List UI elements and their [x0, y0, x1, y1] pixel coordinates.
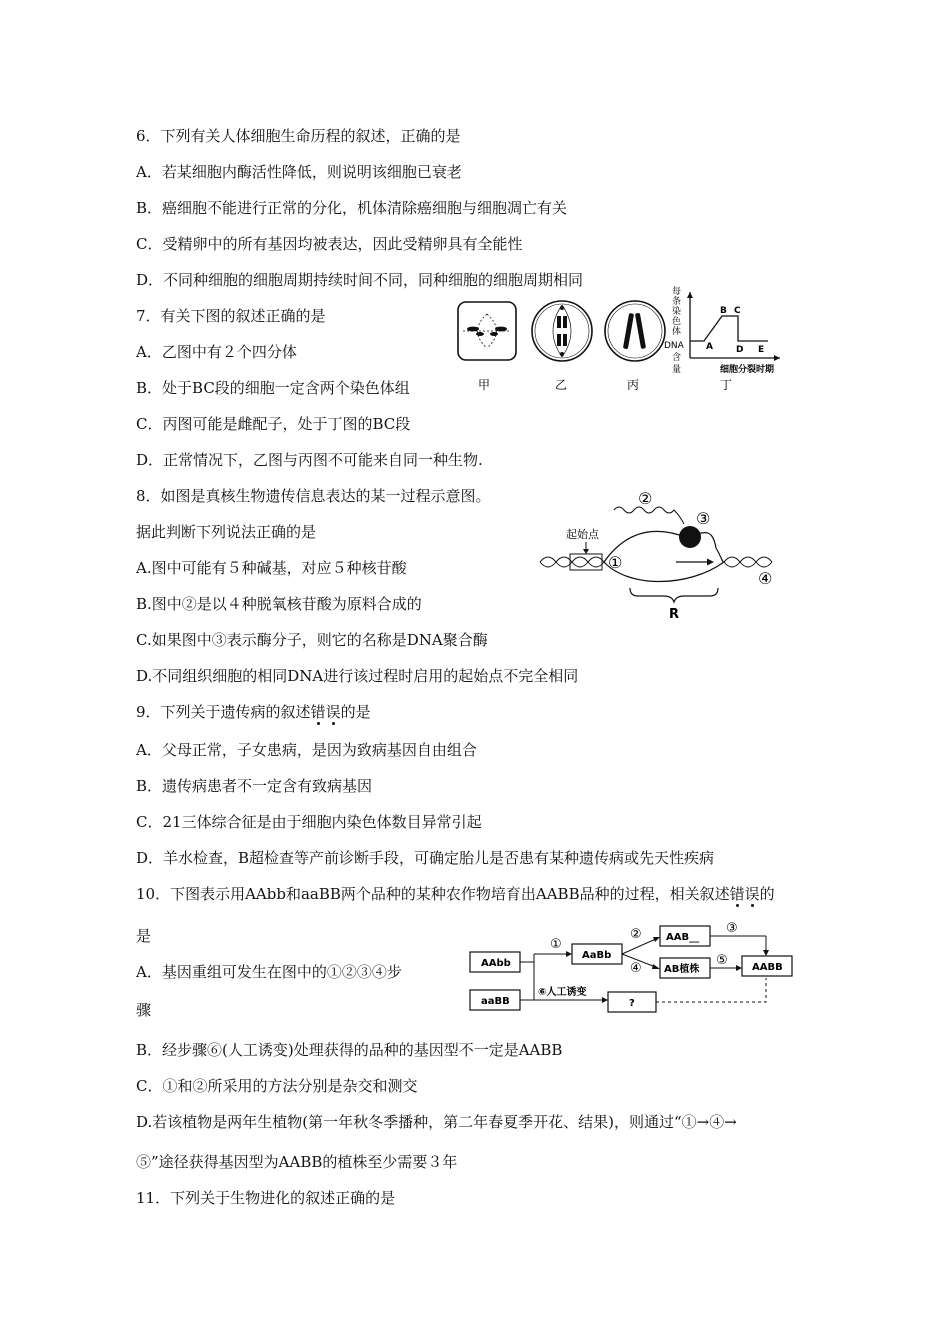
direction-arrowhead — [707, 559, 714, 566]
step-5-label: ⑤ — [716, 953, 728, 968]
ylabel-1: 每 — [672, 287, 682, 297]
q10-option-d-line1: D.若该植物是两年生植物(第一年秋冬季播种，第二年春夏季开花、结果)，则通过“①→④→ — [136, 1113, 737, 1131]
figure-label-ding: 丁 — [720, 378, 733, 392]
q8-option-a: A.图中可能有５种碱基，对应５种核苷酸 — [136, 559, 407, 577]
y-axis-arrow — [687, 292, 693, 298]
q8-stem-line2: 据此判断下列说法正确的是 — [136, 523, 317, 541]
start-point-box — [570, 554, 602, 570]
arrowhead-step-3 — [763, 950, 769, 956]
q7-stem: 7．有关下图的叙述正确的是 — [136, 307, 326, 325]
q8-option-c: C.如果图中③表示酶分子，则它的名称是DNA聚合酶 — [136, 631, 488, 649]
box-unknown-label: ? — [629, 998, 635, 1009]
cell-jia-diagram — [458, 302, 516, 360]
q10-option-a-line2: 骤 — [136, 1001, 152, 1019]
q10-stem — [136, 884, 775, 904]
q10-figure — [466, 920, 796, 1020]
q10-stem-post: 的 — [759, 885, 775, 903]
q7-option-c: C．丙图可能是雌配子，处于丁图的BC段 — [136, 415, 411, 433]
q8-option-d: D.不同组织细胞的相同DNA进行该过程时启用的起始点不完全相同 — [136, 667, 579, 685]
rna-chain — [614, 507, 684, 524]
q7-option-a: A．乙图中有２个四分体 — [136, 343, 297, 361]
arrowhead-step-1 — [566, 951, 572, 957]
q8-option-b: B.图中②是以４种脱氧核苷酸为原料合成的 — [136, 595, 422, 613]
step-6-label: ⑥人工诱变 — [538, 987, 587, 998]
step-1-label: ① — [550, 937, 562, 952]
q10-stem-wrap: 是 — [136, 927, 152, 945]
q6-option-a: A．若某细胞内酶活性降低，则说明该细胞已衰老 — [136, 163, 462, 181]
box-target-label: AABB — [752, 962, 783, 973]
cell-bing-diagram — [605, 301, 665, 361]
region-r-brace — [630, 588, 718, 602]
q9-option-a: A．父母正常，子女患病，是因为致病基因自由组合 — [136, 741, 477, 759]
figure-label-bing: 丙 — [627, 378, 640, 392]
box-aab-label: AAB__ — [666, 932, 700, 943]
arrowhead-step-2 — [653, 937, 660, 942]
q10-option-b: B．经步骤⑥(人工诱变)处理获得的品种的基因型不一定是AABB — [136, 1041, 563, 1059]
q10-option-a-line1: A．基因重组可发生在图中的①②③④步 — [136, 963, 402, 981]
q7-option-b: B．处于BC段的细胞一定含两个染色体组 — [136, 379, 410, 397]
ylabel-7: 含 — [672, 353, 682, 363]
arrowhead-step-4 — [652, 964, 660, 969]
q6-stem: 6．下列有关人体细胞生命历程的叙述，正确的是 — [136, 127, 461, 145]
start-point-label: 起始点 — [566, 528, 599, 541]
cell-yi-diagram — [532, 301, 592, 361]
dna-content-line — [690, 316, 768, 341]
box-aabb-parent-2-label: aaBB — [481, 996, 510, 1007]
enzyme-circle — [679, 526, 701, 548]
box-ab-plant-label: AB植株 — [664, 964, 700, 975]
q9-option-c: C．21三体综合征是由于细胞内染色体数目异常引起 — [136, 813, 482, 831]
ylabel-6: DNA — [664, 341, 684, 351]
dna-right-strand-2 — [724, 557, 772, 567]
step-2-label: ② — [630, 927, 642, 942]
q9-stem — [136, 702, 371, 722]
region-r-label: R — [669, 607, 680, 620]
box-aabb-f1-label: AaBb — [582, 950, 612, 961]
q9-option-d: D．羊水检查，B超检查等产前诊断手段，可确定胎儿是否患有某种遗传病或先天性疾病 — [136, 849, 715, 867]
q7-option-d: D．正常情况下，乙图与丙图不可能来自同一种生物. — [136, 451, 483, 469]
ylabel-4: 色 — [672, 317, 682, 327]
point-c: C — [734, 306, 741, 316]
marker-2: ② — [638, 489, 653, 508]
marker-3: ③ — [696, 509, 711, 528]
ylabel-8: 量 — [672, 365, 682, 375]
ylabel-2: 条 — [672, 297, 682, 307]
step-4-label: ④ — [630, 961, 642, 976]
q10-option-d-line2: ⑤”途径获得基因型为AABB的植株至少需要３年 — [136, 1153, 458, 1171]
step-3-label: ③ — [726, 921, 738, 936]
point-d: D — [736, 345, 744, 355]
ylabel-3: 染 — [672, 307, 682, 317]
q11-stem: 11．下列关于生物进化的叙述正确的是 — [136, 1189, 396, 1207]
arrowhead-step-5 — [736, 965, 742, 971]
dashed-link — [656, 978, 766, 1002]
q7-figure — [450, 286, 800, 398]
arrowhead-step-6 — [602, 997, 608, 1003]
q9-stem-emphasis-2: 误 — [325, 703, 341, 721]
q6-option-b: B．癌细胞不能进行正常的分化，机体清除癌细胞与细胞凋亡有关 — [136, 199, 568, 217]
q6-option-d: D．不同种细胞的细胞周期持续时间不同，同种细胞的细胞周期相同 — [136, 271, 584, 289]
q9-stem-post: 的是 — [340, 703, 371, 721]
dna-right-strand-1 — [724, 557, 772, 567]
q10-stem-emphasis-1: 错 — [729, 885, 745, 903]
q10-option-c: C．①和②所采用的方法分别是杂交和测交 — [136, 1077, 418, 1095]
q9-option-b: B．遗传病患者不一定含有致病基因 — [136, 777, 373, 795]
box-aabb-parent-1-label: AAbb — [481, 958, 511, 969]
q9-stem-pre: 9．下列关于遗传病的叙述 — [136, 703, 311, 721]
chart-ding — [664, 286, 780, 392]
x-axis-label: 细胞分裂时期 — [720, 365, 775, 375]
q8-stem-line1: 8．如图是真核生物遗传信息表达的某一过程示意图。 — [136, 487, 491, 505]
dna-left-strand-2 — [540, 557, 604, 567]
q10-stem-pre: 10．下图表示用AAbb和aaBB两个品种的某种农作物培育出AABB品种的过程，相关叙述 — [136, 885, 730, 903]
start-point-arrowhead — [583, 549, 589, 554]
point-a: A — [706, 342, 713, 352]
q6-option-c: C．受精卵中的所有基因均被表达，因此受精卵具有全能性 — [136, 235, 523, 253]
ylabel-5: 体 — [672, 327, 682, 337]
figure-label-yi: 乙 — [555, 378, 568, 392]
q10-stem-emphasis-2: 误 — [744, 885, 760, 903]
x-axis-arrow — [774, 355, 780, 361]
point-e: E — [758, 345, 765, 355]
marker-1: ① — [608, 553, 623, 572]
marker-4: ④ — [758, 569, 773, 588]
point-b: B — [720, 306, 727, 316]
q9-stem-emphasis-1: 错 — [310, 703, 326, 721]
q8-figure — [538, 488, 788, 620]
figure-label-jia: 甲 — [478, 378, 491, 392]
